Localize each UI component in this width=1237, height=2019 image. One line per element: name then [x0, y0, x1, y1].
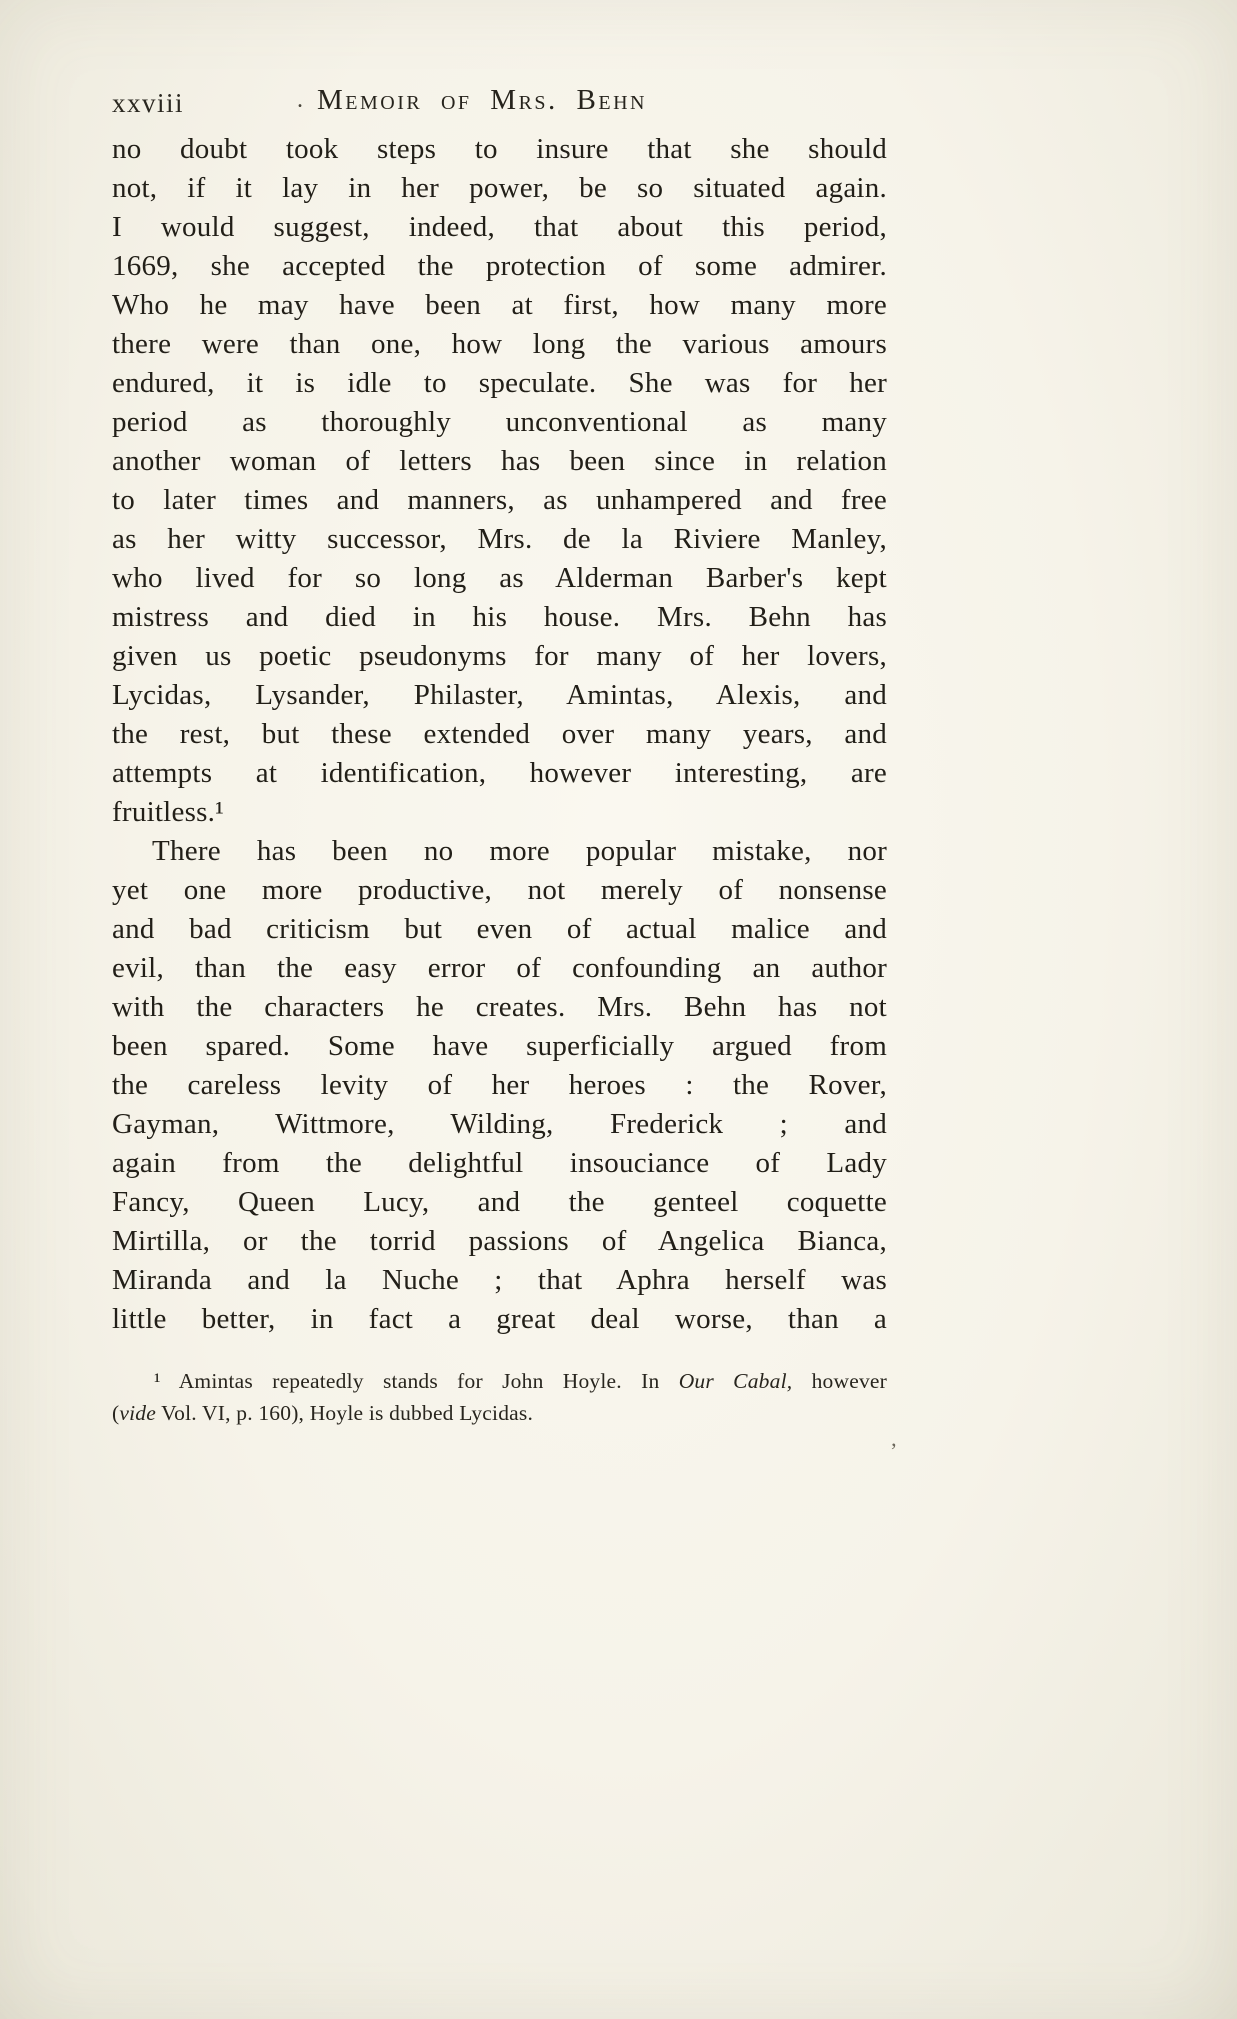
text-line: given us poetic pseudonyms for many of her lovers, [112, 640, 887, 672]
text-line: evil, than the easy error of confounding an author [112, 952, 887, 984]
text-line: yet one more productive, not merely of nonsense [112, 874, 887, 906]
text-line: there were than one, how long the various amours [112, 328, 887, 360]
text-line: no doubt took steps to insure that she should [112, 133, 887, 165]
text-line: 1669, she accepted the protection of some admirer. [112, 250, 887, 282]
footnote [112, 1365, 887, 1429]
text-line: mistress and died in his house. Mrs. Behn has [112, 601, 887, 633]
text-line: Miranda and la Nuche ; that Aphra herself was [112, 1264, 887, 1296]
page-number: xxviii [112, 88, 185, 118]
text-line: the rest, but these extended over many years, and [112, 718, 887, 750]
footnote-line [112, 1397, 887, 1429]
text-line: with the characters he creates. Mrs. Behn has not [112, 991, 887, 1023]
paragraph [112, 832, 887, 1339]
body-text [112, 130, 887, 1339]
text-line: as her witty successor, Mrs. de la Riviere Manley, [112, 523, 887, 555]
text-line: attempts at identification, however interesting, are [112, 757, 887, 789]
paragraph [112, 130, 887, 832]
text-line: and bad criticism but even of actual malice and [112, 913, 887, 945]
text-line: to later times and manners, as unhampered and free [112, 484, 887, 516]
text-line: little better, in fact a great deal worse, than a [112, 1303, 887, 1335]
footnote-text: ¹ Amintas repeatedly stands for John Hoyle. In [154, 1369, 679, 1393]
text-line: I would suggest, indeed, that about this period, [112, 211, 887, 243]
text-line: period as thoroughly unconventional as many [112, 406, 887, 438]
footnote-line [112, 1365, 887, 1397]
scan-artifact-mark: ’ [890, 1438, 898, 1463]
footnote-text: Vol. VI, p. 160), Hoyle is dubbed Lycidas. [155, 1401, 534, 1425]
text-line: the careless levity of her heroes : the Rover, [112, 1069, 887, 1101]
footnote-text: ( [112, 1401, 120, 1425]
page-header [112, 84, 887, 122]
text-line: Gayman, Wittmore, Wilding, Frederick ; and [112, 1108, 887, 1140]
text-line: who lived for so long as Alderman Barber's kept [112, 562, 887, 594]
footnote-text: however [792, 1369, 887, 1393]
text-line: not, if it lay in her power, be so situated again. [112, 172, 887, 204]
text-line: fruitless.¹ [112, 796, 225, 828]
text-line: Mirtilla, or the torrid passions of Angelica Bianca, [112, 1225, 887, 1257]
footnote-italic-text: Our Cabal, [678, 1369, 793, 1393]
text-line: Fancy, Queen Lucy, and the genteel coquette [112, 1186, 887, 1218]
text-line: endured, it is idle to speculate. She was for her [112, 367, 887, 399]
text-line: another woman of letters has been since in relation [112, 445, 887, 477]
footnote-italic-text: vide [119, 1401, 156, 1425]
text-line: Lycidas, Lysander, Philaster, Amintas, Alexis, and [112, 679, 887, 711]
text-line: There has been no more popular mistake, nor [152, 835, 887, 867]
running-title: Memoir of Mrs. Behn [317, 84, 647, 116]
text-line: again from the delightful insouciance of Lady [112, 1147, 887, 1179]
text-line: Who he may have been at first, how many more [112, 289, 887, 321]
running-title-wrap [112, 84, 832, 117]
text-line: been spared. Some have superficially argued from [112, 1030, 887, 1062]
header-separator-dot: . [297, 87, 303, 113]
